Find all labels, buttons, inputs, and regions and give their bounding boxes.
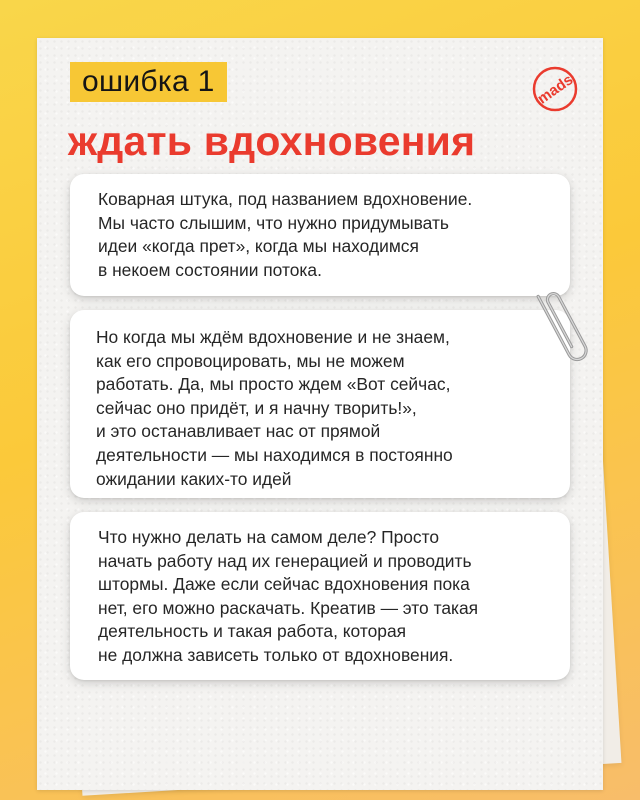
headline: ждать вдохновения xyxy=(68,118,476,164)
card-1-line: в некоем состоянии потока. xyxy=(98,259,322,280)
text-card-3 xyxy=(70,512,570,680)
card-2-line: как его спровоцировать, мы не можем xyxy=(96,350,405,371)
card-1-text xyxy=(98,188,472,282)
card-2-line: ожидании каких-то идей xyxy=(96,468,292,489)
card-3-line: нет, его можно раскачать. Креатив — это такая xyxy=(98,597,479,618)
text-card-2 xyxy=(70,310,570,498)
card-2-line: Но когда мы ждём вдохновение и не знаем, xyxy=(96,327,450,347)
card-3-line: не должна зависеть только от вдохновения. xyxy=(98,644,454,665)
mistake-tag xyxy=(70,62,227,102)
card-3-text xyxy=(98,526,478,668)
mads-logo-icon xyxy=(532,66,578,112)
text-card-1 xyxy=(70,174,570,296)
card-1-line: идеи «когда прет», когда мы находимся xyxy=(98,236,419,257)
card-3-line: штормы. Даже если сейчас вдохновения пока xyxy=(98,574,470,595)
paperclip-icon xyxy=(534,280,594,376)
mistake-tag-label: ошибка 1 xyxy=(82,65,215,98)
card-3-line: деятельность и такая работа, которая xyxy=(98,621,407,642)
card-2-line: и это останавливает нас от прямой xyxy=(96,421,381,442)
card-2-line: деятельности — мы находимся в постоянно xyxy=(96,444,453,465)
card-1-line: Мы часто слышим, что нужно придумывать xyxy=(98,212,449,233)
card-2-text xyxy=(96,326,453,491)
card-2-line: работать. Да, мы просто ждем «Вот сейчас, xyxy=(96,374,451,395)
logo-text: mads xyxy=(534,71,577,108)
card-3-line: начать работу над их генерацией и проводить xyxy=(98,550,472,571)
card-3-line: Что нужно делать на самом деле? Просто xyxy=(98,527,440,547)
card-2-line: сейчас оно придёт, и я начну творить!», xyxy=(96,397,417,418)
card-1-line: Коварная штука, под названием вдохновение. xyxy=(98,189,473,209)
